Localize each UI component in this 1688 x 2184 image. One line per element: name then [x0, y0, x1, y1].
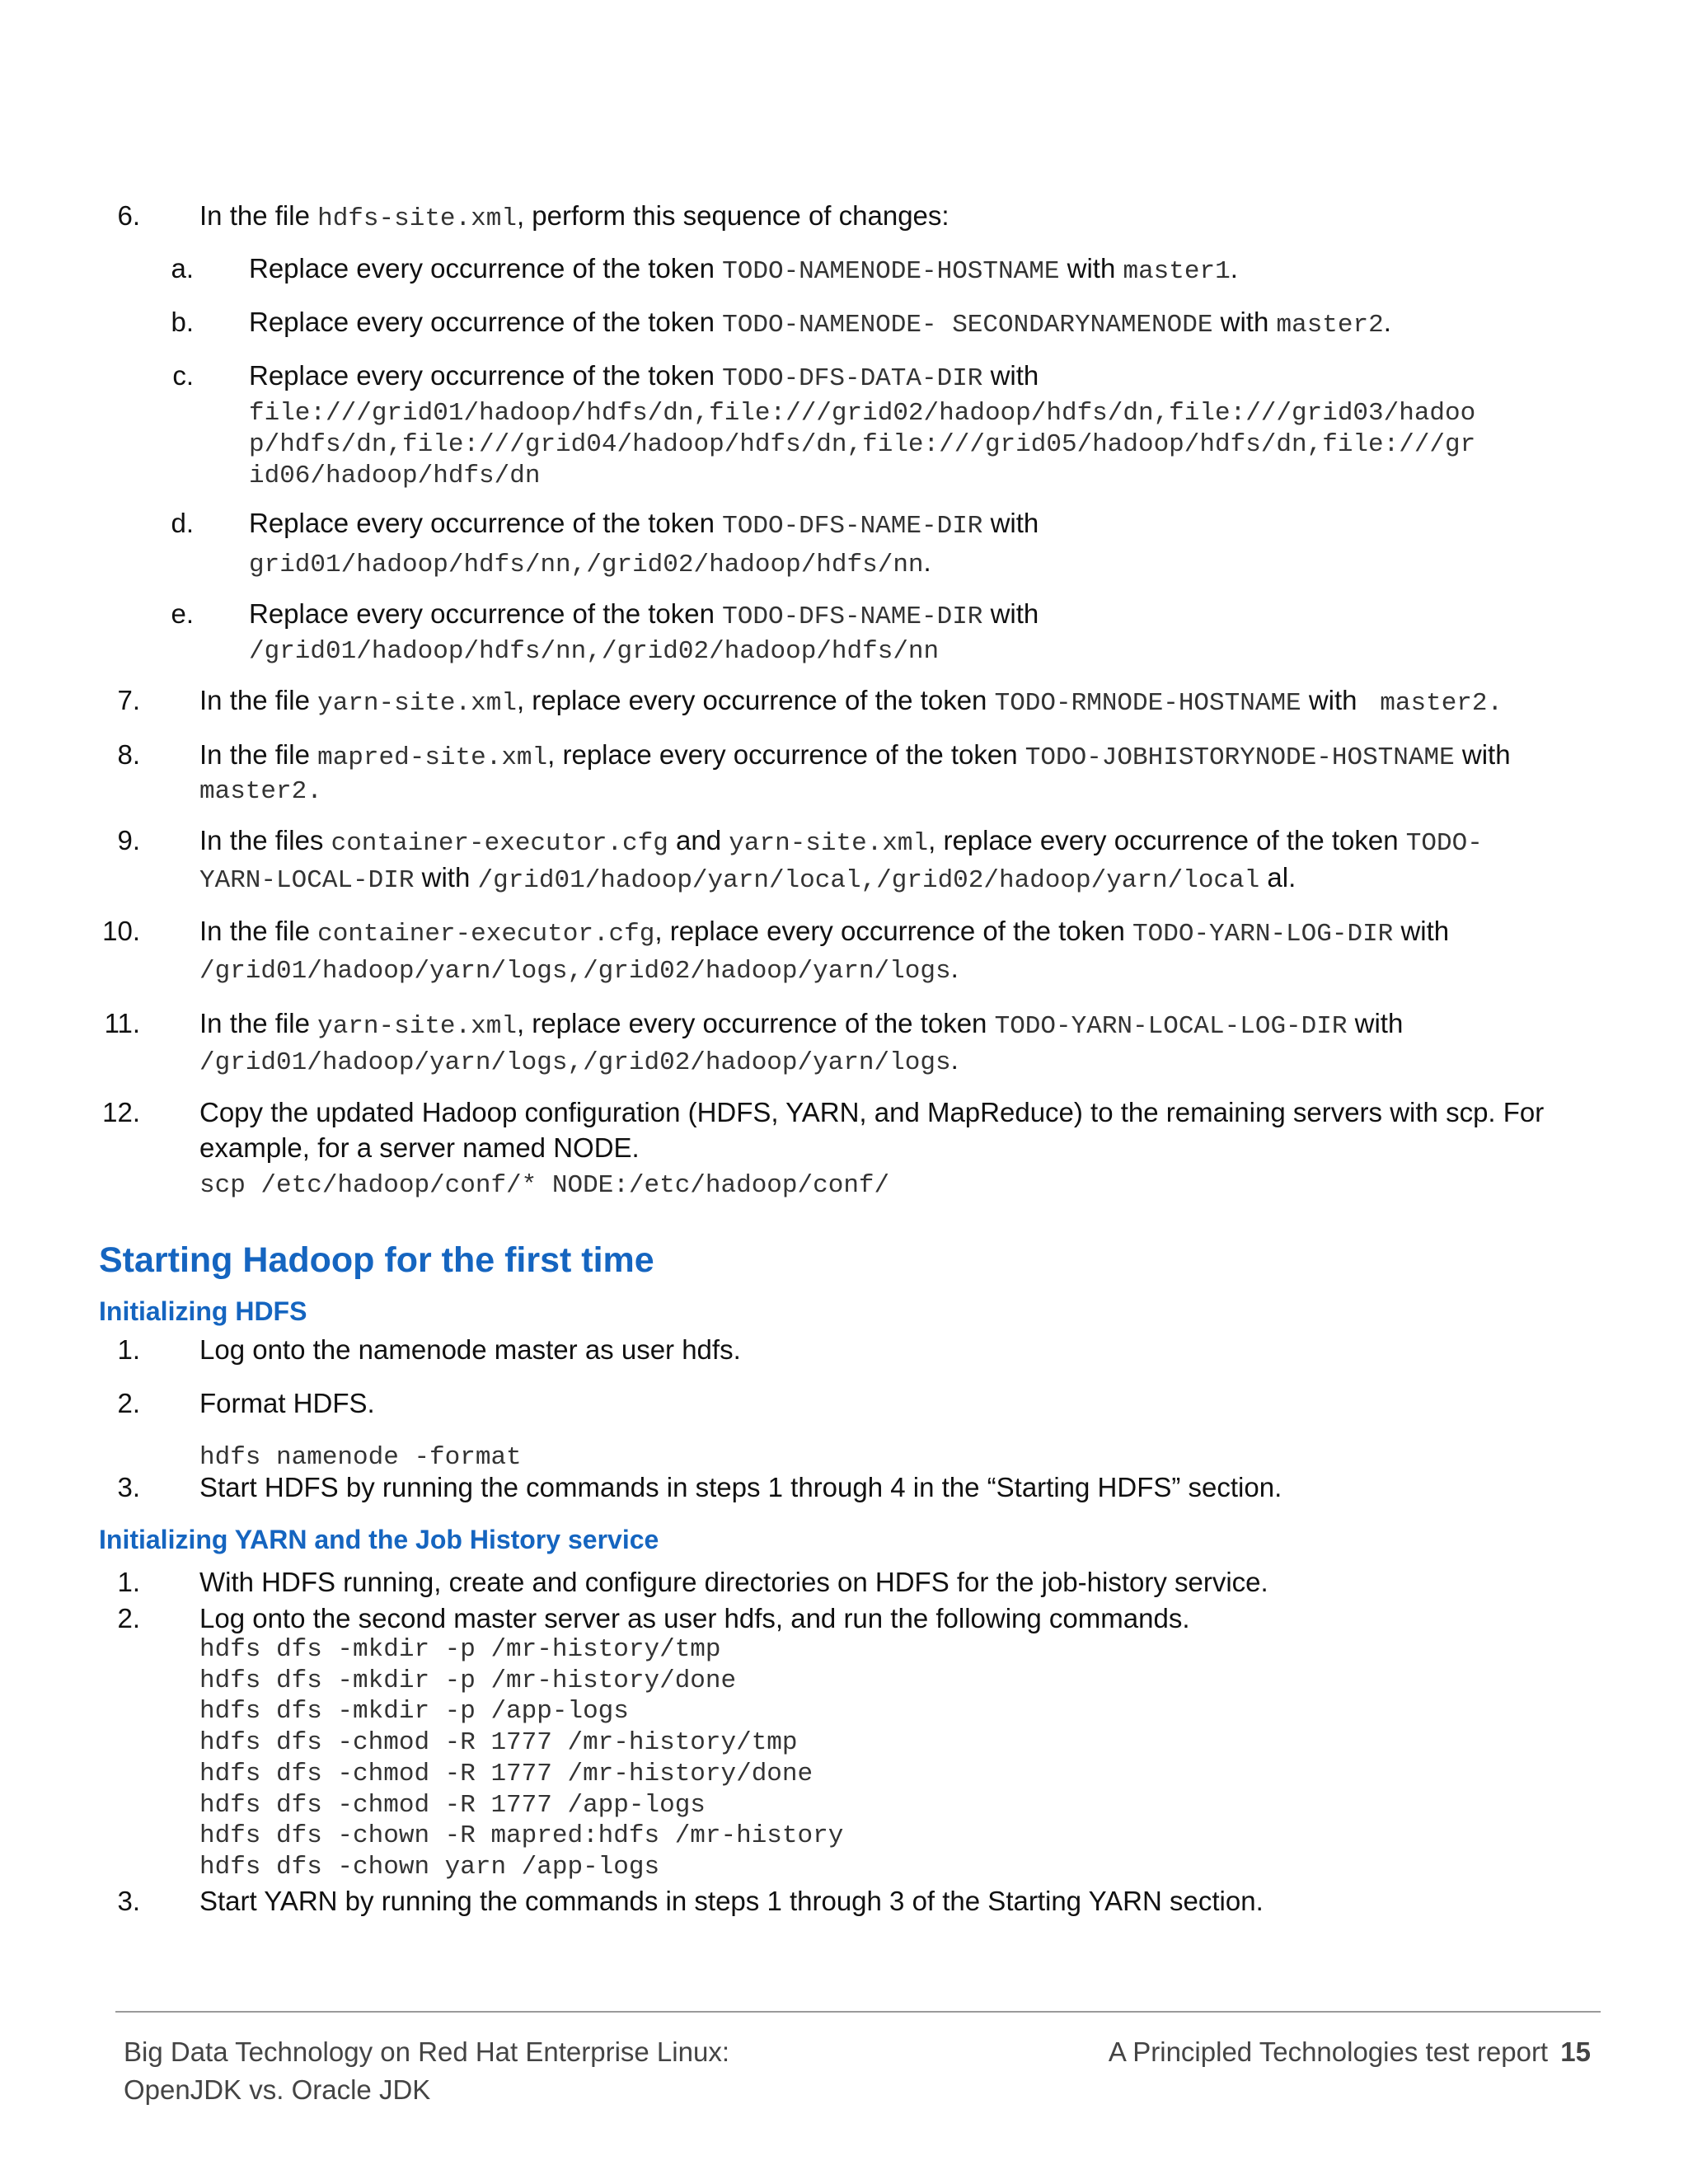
code-line: hdfs dfs -mkdir -p /app-logs [199, 1697, 629, 1727]
page-number: 15 [1560, 2036, 1591, 2067]
code-text: hdfs-site.xml [317, 204, 517, 233]
code-text: TODO-NAMENODE- SECONDARYNAMENODE [722, 311, 1213, 340]
list-item-text [199, 1007, 1403, 1043]
footer-left-line1: Big Data Technology on Red Hat Enterprise Linux: [124, 2036, 729, 2067]
list-item-text [199, 1602, 1190, 1635]
body-text: In the file [199, 200, 318, 231]
list-number: 10. [102, 916, 140, 946]
code-text: master1 [1123, 257, 1231, 286]
code-text: /grid01/hadoop/hdfs/nn,/grid02/hadoop/hdfs/nn [249, 637, 940, 666]
code-line: hdfs dfs -mkdir -p /mr-history/tmp [199, 1635, 721, 1664]
body-text: Copy the updated Hadoop configuration (HDFS, YARN, and MapReduce) to the remaining servers with scp. For [199, 1097, 1545, 1127]
body-text: . [950, 1044, 959, 1075]
code-text: TODO-DFS-NAME-DIR [722, 602, 983, 631]
body-text: . [923, 546, 931, 577]
body-text: and [668, 825, 729, 855]
code-text: /grid01/hadoop/yarn/local,/grid02/hadoop/yarn/local [477, 866, 1260, 895]
list-item-text [199, 199, 950, 236]
body-text: Replace every occurrence of the token [249, 508, 723, 538]
body-text: Start HDFS by running the commands in steps 1 through 4 in the “Starting HDFS” section. [199, 1472, 1282, 1502]
list-item-text [249, 507, 1039, 543]
body-text: . [1230, 253, 1238, 284]
list-number: d. [171, 508, 194, 538]
list-item-text [199, 915, 1449, 951]
code-text: mapred-site.xml [317, 743, 548, 772]
list-item-text [199, 1438, 522, 1474]
list-item-text [199, 1885, 1264, 1918]
list-number: a. [171, 253, 194, 284]
list-number: 2. [117, 1388, 140, 1418]
body-text: . [1383, 307, 1391, 337]
list-item-text [199, 824, 1483, 860]
footer-right [1090, 2033, 1591, 2071]
list-number: b. [171, 307, 194, 337]
code-text: grid01/hadoop/hdfs/nn,/grid02/hadoop/hdfs/nn [249, 551, 924, 579]
list-number: 3. [117, 1472, 140, 1502]
list-item-text [199, 1043, 959, 1080]
body-text: Replace every occurrence of the token [249, 360, 723, 391]
list-number: c. [172, 360, 194, 391]
list-number: 6. [117, 200, 140, 231]
code-text: file:///grid01/hadoop/hdfs/dn,file:///grid02/hadoop/hdfs/dn,file:///grid03/hadoo [249, 399, 1476, 428]
code-text: id06/hadoop/hdfs/dn [249, 462, 541, 490]
code-text: TODO-RMNODE-HOSTNAME [994, 689, 1301, 718]
code-line: hdfs dfs -chown -R mapred:hdfs /mr-history [199, 1821, 844, 1851]
list-item-text [199, 1387, 375, 1420]
list-item-text [199, 684, 1503, 720]
body-text: In the file [199, 1008, 318, 1038]
code-text: container-executor.cfg [317, 920, 655, 949]
code-text: yarn-site.xml [317, 1012, 517, 1041]
body-text: In the file [199, 685, 318, 715]
code-line: hdfs dfs -chmod -R 1777 /app-logs [199, 1790, 706, 1820]
code-text: hdfs namenode -format [199, 1443, 522, 1472]
code-text: /grid01/hadoop/yarn/logs,/grid02/hadoop/yarn/logs [199, 1048, 951, 1077]
list-item-text [249, 598, 1039, 634]
list-item-text [199, 1132, 640, 1165]
body-text: , replace every occurrence of the token [516, 1008, 995, 1038]
section-heading: Starting Hadoop for the first time [99, 1240, 654, 1280]
code-text: yarn-site.xml [729, 829, 929, 858]
body-text: . [950, 953, 959, 983]
list-item-text [249, 252, 1238, 288]
body-text: , replace every occurrence of the token [654, 916, 1133, 946]
subsection-heading-yarn: Initializing YARN and the Job History service [99, 1525, 659, 1554]
list-item-text [249, 359, 1039, 396]
body-text: with [982, 598, 1039, 629]
code-line: hdfs dfs -chmod -R 1777 /mr-history/done [199, 1759, 814, 1788]
list-item-text [249, 632, 939, 668]
list-item-text [199, 1096, 1544, 1129]
body-text: , replace every occurrence of the token [928, 825, 1406, 855]
body-text: Log onto the second master server as user hdfs, and run the following commands. [199, 1603, 1190, 1633]
footer-divider [115, 2011, 1601, 2013]
body-text: with [982, 360, 1039, 391]
body-text: with [1059, 253, 1123, 284]
code-text: TODO-NAMENODE-HOSTNAME [722, 257, 1060, 286]
list-item-text [199, 861, 1296, 898]
body-text: al. [1259, 862, 1296, 893]
code-line: hdfs dfs -mkdir -p /mr-history/done [199, 1666, 737, 1695]
body-text: with [1454, 739, 1511, 770]
list-item-text [199, 1566, 1268, 1599]
list-item-text [249, 306, 1391, 342]
body-text: , perform this sequence of changes: [516, 200, 950, 231]
list-number: e. [171, 598, 194, 629]
list-item-text [199, 1471, 1282, 1504]
body-text: In the file [199, 916, 318, 946]
list-number: 1. [117, 1334, 140, 1365]
body-text: with [1393, 916, 1450, 946]
footer-report-text: A Principled Technologies test report [1108, 2036, 1549, 2067]
code-text: TODO-DFS-DATA-DIR [722, 364, 983, 393]
code-text: container-executor.cfg [331, 829, 668, 858]
code-line: hdfs dfs -chmod -R 1777 /mr-history/tmp [199, 1728, 798, 1758]
body-text: Format HDFS. [199, 1388, 375, 1418]
code-text: TODO-DFS-NAME-DIR [722, 512, 983, 541]
list-item-text [249, 546, 931, 582]
list-item-text [249, 457, 540, 493]
subsection-heading-hdfs: Initializing HDFS [99, 1296, 307, 1326]
body-text: with [1347, 1008, 1404, 1038]
body-text: Replace every occurrence of the token [249, 307, 723, 337]
body-text: In the files [199, 825, 331, 855]
code-text: master2. [1364, 689, 1503, 718]
body-text: Replace every occurrence of the token [249, 598, 723, 629]
list-item-text [199, 1166, 889, 1202]
code-text: master2. [199, 777, 322, 806]
body-text: , replace every occurrence of the token [516, 685, 995, 715]
body-text: with [982, 508, 1039, 538]
list-number: 1. [117, 1567, 140, 1597]
list-number: 11. [104, 1008, 140, 1038]
code-text: YARN-LOCAL-DIR [199, 866, 415, 895]
list-item-text [199, 772, 322, 808]
code-line: hdfs dfs -chown yarn /app-logs [199, 1852, 660, 1882]
code-text: p/hdfs/dn,file:///grid04/hadoop/hdfs/dn,file:///grid05/hadoop/hdfs/dn,file:///gr [249, 430, 1476, 459]
body-text: with [1212, 307, 1277, 337]
body-text: In the file [199, 739, 318, 770]
body-text: with [1301, 685, 1365, 715]
body-text: with [414, 862, 478, 893]
list-number: 12. [102, 1097, 140, 1127]
code-text: TODO- [1405, 829, 1483, 858]
list-number: 8. [117, 739, 140, 770]
body-text: With HDFS running, create and configure directories on HDFS for the job-history service. [199, 1567, 1268, 1597]
code-text: /grid01/hadoop/yarn/logs,/grid02/hadoop/yarn/logs [199, 957, 951, 986]
list-number: 9. [117, 825, 140, 855]
body-text: example, for a server named NODE. [199, 1132, 640, 1163]
body-text: Log onto the namenode master as user hdfs. [199, 1334, 741, 1365]
code-text: TODO-YARN-LOCAL-LOG-DIR [994, 1012, 1348, 1041]
code-text: TODO-YARN-LOG-DIR [1132, 920, 1394, 949]
body-text: Replace every occurrence of the token [249, 253, 723, 284]
list-number: 3. [117, 1886, 140, 1916]
body-text: , replace every occurrence of the token [547, 739, 1025, 770]
list-number: 2. [117, 1603, 140, 1633]
code-text: scp /etc/hadoop/conf/* NODE:/etc/hadoop/conf/ [199, 1171, 890, 1200]
list-item-text [199, 952, 959, 988]
list-number: 7. [117, 685, 140, 715]
footer-left-line2: OpenJDK vs. Oracle JDK [124, 2074, 431, 2105]
code-text: yarn-site.xml [317, 689, 517, 718]
code-text: TODO-JOBHISTORYNODE-HOSTNAME [1025, 743, 1455, 772]
list-item-text [199, 738, 1511, 775]
list-item-text [199, 1333, 741, 1366]
code-text: master2 [1276, 311, 1384, 340]
body-text: Start YARN by running the commands in steps 1 through 3 of the Starting YARN section. [199, 1886, 1264, 1916]
